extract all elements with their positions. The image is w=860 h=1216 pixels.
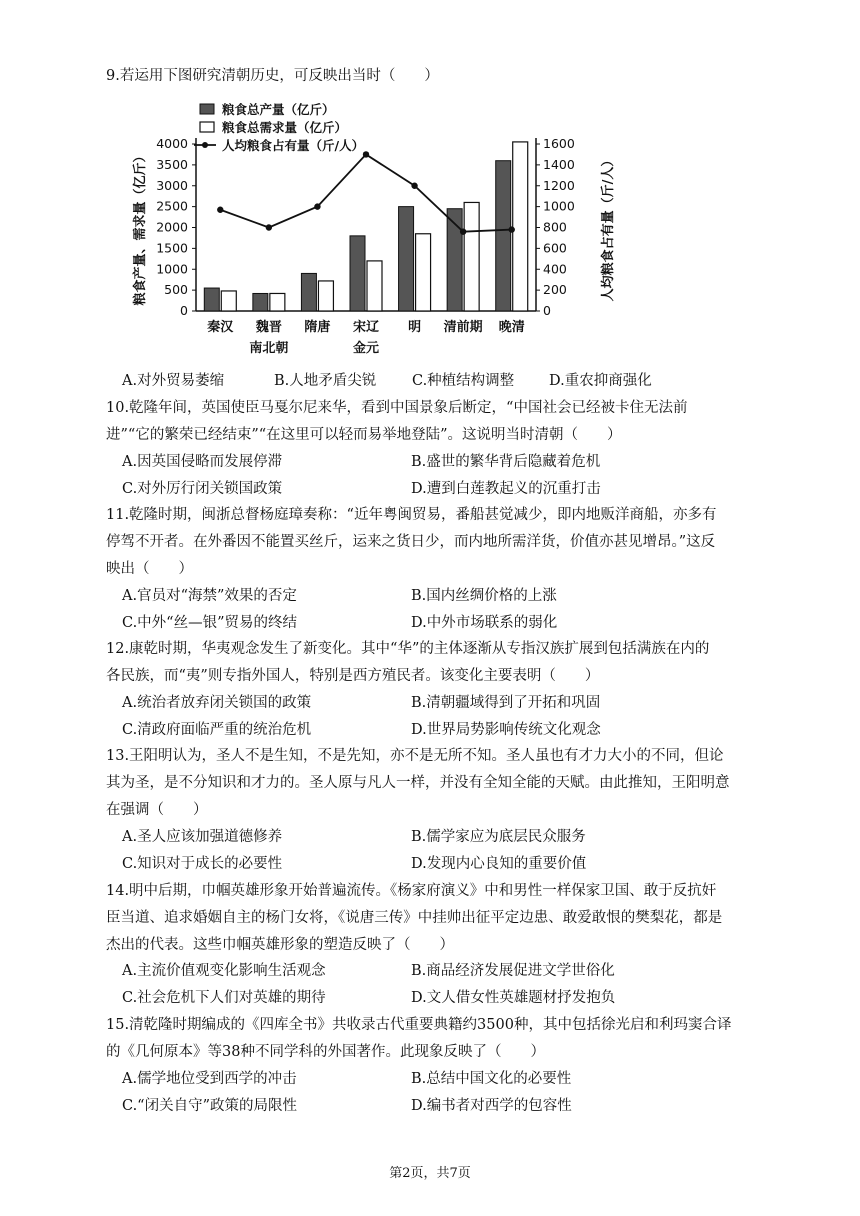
bar-demand xyxy=(221,291,236,311)
q11-option-d: D.中外市场联系的弱化 xyxy=(411,615,558,631)
q12-option-d: D.世界局势影响传统文化观念 xyxy=(411,722,601,738)
q9-option-d: D.重农抑商强化 xyxy=(549,373,652,389)
category-label: 秦汉 xyxy=(207,320,234,335)
y2-tick-label: 1600 xyxy=(543,136,575,151)
y2-tick-label: 800 xyxy=(543,219,567,235)
y-tick-label: 1000 xyxy=(156,261,188,277)
grain-chart xyxy=(128,96,628,366)
q15-option-a: A.儒学地位受到西学的冲击 xyxy=(122,1071,297,1087)
q12-option-c: C.清政府面临严重的统治危机 xyxy=(122,722,312,738)
q10-option-b: B.盛世的繁华背后隐藏着危机 xyxy=(411,454,601,470)
bar-demand xyxy=(270,293,285,311)
page-footer: 第2页，共7页 xyxy=(389,1166,471,1181)
y-tick-label: 0 xyxy=(180,303,188,318)
q14-option-d: D.文人借女性英雄题材抒发抱负 xyxy=(411,990,616,1006)
y-tick-label: 1500 xyxy=(156,240,188,256)
y2-axis-title: 人均粮食占有量（斤/人） xyxy=(601,153,616,302)
y2-tick-label: 400 xyxy=(543,261,567,277)
y2-tick-label: 1400 xyxy=(543,156,575,172)
legend-swatch-demand xyxy=(200,122,214,132)
q13-option-c: C.知识对于成长的必要性 xyxy=(122,856,283,872)
per-capita-point xyxy=(217,207,223,213)
q12-option-a: A.统治者放弃闭关锁国的政策 xyxy=(122,695,312,711)
q12-stem-line-2: 各民族，而“夷”则专指外国人，特别是西方殖民者。该变化主要表明（ ） xyxy=(106,668,600,684)
q15-option-d: D.编书者对西学的包容性 xyxy=(411,1098,572,1114)
bar-production xyxy=(496,161,511,311)
y2-tick-label: 1200 xyxy=(543,177,575,193)
q13-stem-line-1: 13.王阳明认为，圣人不是生知，不是先知，亦不是无所不知。圣人虽也有才力大小的不同，但论 xyxy=(106,748,724,764)
q11-option-b: B.国内丝绸价格的上涨 xyxy=(411,588,557,604)
bar-demand xyxy=(367,261,382,311)
legend-label-production: 粮食总产量（亿斤） xyxy=(222,102,335,117)
q15-option-b: B.总结中国文化的必要性 xyxy=(411,1071,572,1087)
y2-tick-label: 200 xyxy=(543,282,567,298)
q14-stem-line-2: 臣当道、追求婚姻自主的杨门女将，《说唐三传》中挂帅出征平定边患、敢爱敢恨的樊梨花，都是 xyxy=(106,910,723,926)
y-tick-label: 4000 xyxy=(156,136,188,151)
category-label: 晚清 xyxy=(498,320,525,335)
q9-stem: 9.若运用下图研究清朝历史，可反映出当时（ ） xyxy=(106,68,439,84)
bar-demand xyxy=(513,142,528,311)
legend-swatch-point xyxy=(202,142,208,148)
per-capita-point xyxy=(411,183,417,189)
q10-stem-line-2: 进”“它的繁荣已经结束”“在这里可以轻而易举地登陆”。这说明当时清朝（ ） xyxy=(106,427,622,443)
y-tick-label: 3500 xyxy=(156,156,188,172)
per-capita-point xyxy=(460,228,466,234)
per-capita-point xyxy=(266,224,272,230)
per-capita-point xyxy=(314,203,320,209)
q12-option-b: B.清朝疆域得到了开拓和巩固 xyxy=(411,695,601,711)
q14-stem-line-3: 杰出的代表。这些巾帼英雄形象的塑造反映了（ ） xyxy=(106,937,454,953)
q15-stem-line-1: 15.清乾隆时期编成的《四库全书》共收录古代重要典籍约3500种，其中包括徐光启和利玛窦合译 xyxy=(106,1017,732,1033)
y-tick-label: 500 xyxy=(164,282,188,298)
bar-demand xyxy=(416,234,431,311)
q14-option-c: C.社会危机下人们对英雄的期待 xyxy=(122,990,326,1006)
y-tick-label: 2000 xyxy=(156,219,188,235)
q11-stem-line-1: 11.乾隆时期，闽浙总督杨庭璋奏称：“近年粤闽贸易，番船甚觉减少，即内地贩洋商船，亦多有 xyxy=(106,507,717,523)
q10-option-c: C.对外厉行闭关锁国政策 xyxy=(122,481,283,497)
q11-option-c: C.中外“丝—银”贸易的终结 xyxy=(122,615,298,631)
category-label: 金元 xyxy=(352,341,380,356)
q10-option-d: D.遭到白莲教起义的沉重打击 xyxy=(411,481,601,497)
category-label: 清前期 xyxy=(443,320,483,335)
y-tick-label: 2500 xyxy=(156,198,188,214)
q11-stem-line-2: 停驾不开者。在外番因不能置买丝斤，运来之货日少，而内地所需洋货，价值亦甚见增昂。”这反 xyxy=(106,534,716,550)
bar-production xyxy=(399,207,414,311)
q14-stem-line-1: 14.明中后期，巾帼英雄形象开始普遍流传。《杨家府演义》中和男性一样保家卫国、敢于反抗奸 xyxy=(106,883,717,899)
y2-tick-label: 0 xyxy=(543,303,551,318)
y-tick-label: 3000 xyxy=(156,177,188,193)
q9-option-a: A.对外贸易萎缩 xyxy=(122,373,225,389)
q15-stem-line-2: 的《几何原本》等38种不同学科的外国著作。此现象反映了（ ） xyxy=(106,1044,545,1060)
legend-label-per-capita: 人均粮食占有量（斤/人） xyxy=(222,138,365,153)
bar-production xyxy=(204,288,219,311)
q9-option-c: C.种植结构调整 xyxy=(412,373,515,389)
q14-option-a: A.主流价值观变化影响生活观念 xyxy=(122,963,326,979)
bar-production xyxy=(301,273,316,311)
q12-stem-line-1: 12.康乾时期，华夷观念发生了新变化。其中“华”的主体逐渐从专指汉族扩展到包括满族在内的 xyxy=(106,641,710,657)
category-label: 明 xyxy=(408,320,422,335)
q10-option-a: A.因英国侵略而发展停滞 xyxy=(122,454,283,470)
per-capita-point xyxy=(509,226,515,232)
category-label: 南北朝 xyxy=(249,341,289,356)
q11-stem-line-3: 映出（ ） xyxy=(106,561,193,577)
q15-option-c: C.“闭关自守”政策的局限性 xyxy=(122,1098,298,1114)
bar-production xyxy=(253,293,268,311)
q13-option-a: A.圣人应该加强道德修养 xyxy=(122,829,283,845)
q13-stem-line-2: 其为圣，是不分知识和才力的。圣人原与凡人一样，并没有全知全能的天赋。由此推知，王阳明意 xyxy=(106,775,730,791)
bar-demand xyxy=(464,202,479,311)
y2-tick-label: 1000 xyxy=(543,198,575,214)
legend-label-demand: 粮食总需求量（亿斤） xyxy=(222,120,348,135)
category-label: 魏晋 xyxy=(255,320,282,335)
q13-option-b: B.儒学家应为底层民众服务 xyxy=(411,829,586,845)
legend-swatch-production xyxy=(200,104,214,114)
q13-stem-line-3: 在强调（ ） xyxy=(106,802,208,818)
category-label: 隋唐 xyxy=(304,320,331,335)
y2-tick-label: 600 xyxy=(543,240,567,256)
q11-option-a: A.官员对“海禁”效果的否定 xyxy=(122,588,297,604)
q14-option-b: B.商品经济发展促进文学世俗化 xyxy=(411,963,615,979)
q13-option-d: D.发现内心良知的重要价值 xyxy=(411,856,587,872)
q10-stem-line-1: 10.乾隆年间，英国使臣马戛尔尼来华，看到中国景象后断定，“中国社会已经被卡住无法前 xyxy=(106,400,688,416)
y-axis-title: 粮食产量、需求量（亿斤） xyxy=(133,149,148,306)
bar-demand xyxy=(318,281,333,311)
bar-production xyxy=(350,236,365,311)
category-label: 宋辽 xyxy=(352,320,380,335)
q9-option-b: B.人地矛盾尖锐 xyxy=(274,373,377,389)
